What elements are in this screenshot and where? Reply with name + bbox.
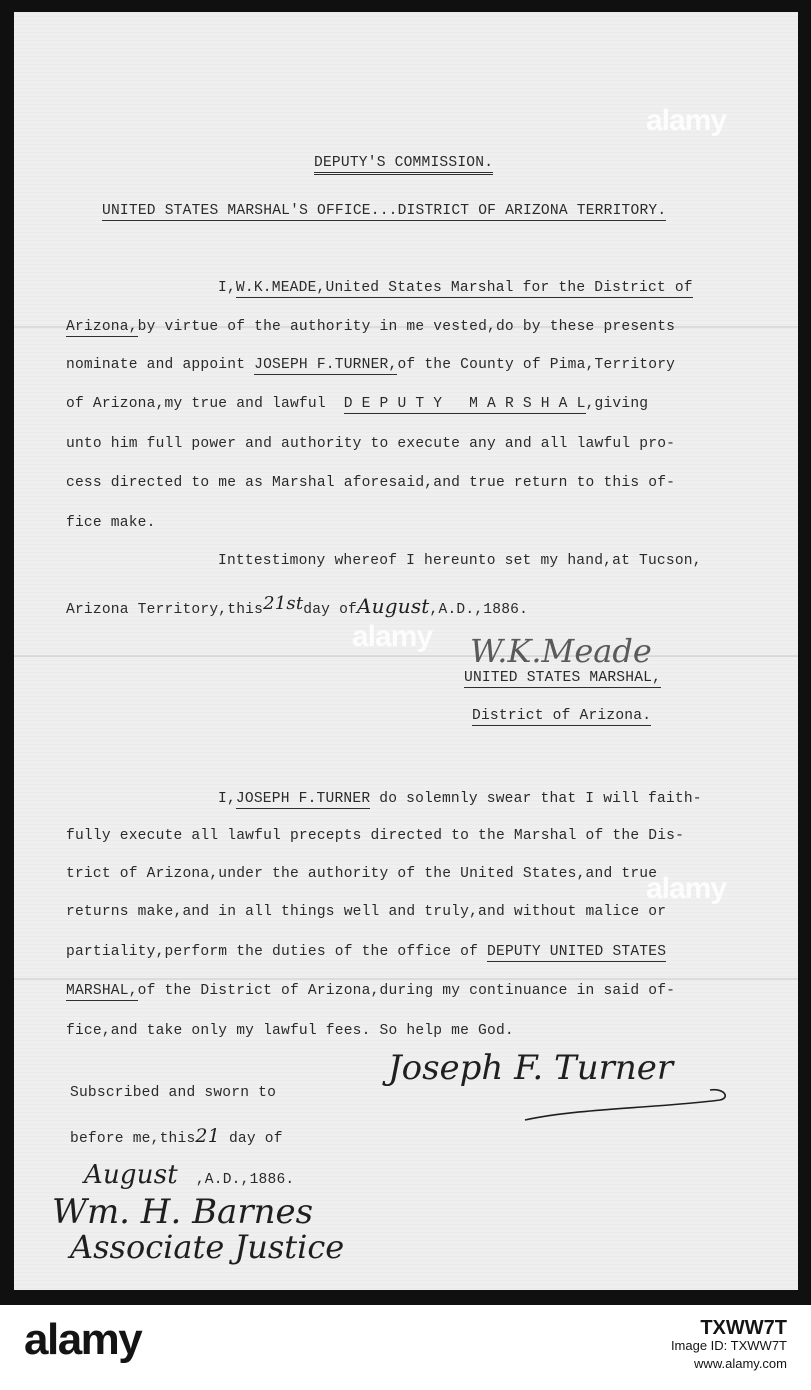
jurat-line-1: Subscribed and sworn to	[70, 1085, 277, 1101]
oath-name: JOSEPH F.TURNER	[235, 791, 371, 807]
footer-logo: alamy	[24, 1315, 142, 1364]
commission-line-7: fice make.	[66, 515, 156, 531]
deputy-name: JOSEPH F.TURNER,	[254, 357, 398, 373]
oath-line-7: fice,and take only my lawful fees. So help me God.	[66, 1023, 514, 1039]
office-heading: UNITED STATES MARSHAL'S OFFICE...DISTRICT OF ARIZONA TERRITORY.	[102, 203, 667, 219]
deputy-title: D E P U T Y M A R S H A L	[343, 396, 586, 412]
marshal-district: District of Arizona.	[472, 708, 652, 724]
oath-line-1: I,JOSEPH F.TURNER do solemnly swear that I will faith-	[218, 791, 702, 807]
stock-footer	[0, 1305, 811, 1390]
footer-meta	[671, 1319, 787, 1373]
marshal-signature: W.K.Meade	[470, 632, 652, 670]
document-title: DEPUTY'S COMMISSION.	[314, 155, 493, 175]
commission-line-4: of Arizona,my true and lawful D E P U T Y M A R S H A L,giving	[66, 396, 649, 412]
justice-signature: Wm. H. Barnes	[52, 1192, 314, 1232]
oath-line-3: trict of Arizona,under the authority of the United States,and true	[66, 866, 658, 882]
jurat-line-3: August ,A.D.,1886.	[84, 1160, 295, 1190]
deputy-signature: Joseph F. Turner	[388, 1048, 674, 1088]
oath-line-4: returns make,and in all things well and truly,and without malice or	[66, 904, 667, 920]
watermark: alamy	[646, 104, 727, 137]
testimony-line-1: Inttestimony whereof I hereunto set my hand,at Tucson,	[218, 553, 702, 569]
marshal-title: UNITED STATES MARSHAL,	[464, 670, 662, 686]
commission-line-3: nominate and appoint JOSEPH F.TURNER,of the County of Pima,Territory	[66, 357, 676, 373]
commission-line-5: unto him full power and authority to execute any and all lawful pro-	[66, 436, 676, 452]
oath-line-6: MARSHAL,of the District of Arizona,during my continuance in said of-	[66, 983, 676, 999]
marshal-name: W.K.MEADE,	[235, 280, 326, 296]
oath-office-title: DEPUTY UNITED STATES	[487, 944, 667, 960]
fold-line	[14, 978, 798, 980]
oath-line-5: partiality,perform the duties of the office of DEPUTY UNITED STATES	[66, 944, 667, 960]
jurat-day: 21	[195, 1125, 220, 1147]
jurat-line-2: before me,this21 day of	[70, 1125, 283, 1147]
commission-line-2: Arizona,by virtue of the authority in me vested,do by these presents	[66, 319, 676, 335]
testimony-line-2: Arizona Territory,this21stday ofAugust,A.D.,1886.	[66, 593, 529, 618]
commission-line-1: I,W.K.MEADE,United States Marshal for the District of	[218, 280, 693, 296]
commission-line-6: cess directed to me as Marshal aforesaid,and true return to this of-	[66, 475, 676, 491]
signature-flourish	[520, 1078, 730, 1128]
footer-image-code: TXWW7T	[700, 1317, 787, 1339]
footer-site: www.alamy.com	[694, 1356, 787, 1371]
watermark: alamy	[646, 872, 727, 905]
fold-line	[14, 655, 798, 657]
jurat-month: August	[84, 1160, 178, 1190]
oath-line-2: fully execute all lawful precepts directed to the Marshal of the Dis-	[66, 828, 685, 844]
testimony-month: August	[357, 594, 430, 618]
testimony-day: 21st	[263, 593, 304, 614]
footer-image-id: Image ID: TXWW7T	[670, 1338, 787, 1353]
justice-title: Associate Justice	[70, 1228, 345, 1266]
watermark: alamy	[352, 620, 433, 653]
